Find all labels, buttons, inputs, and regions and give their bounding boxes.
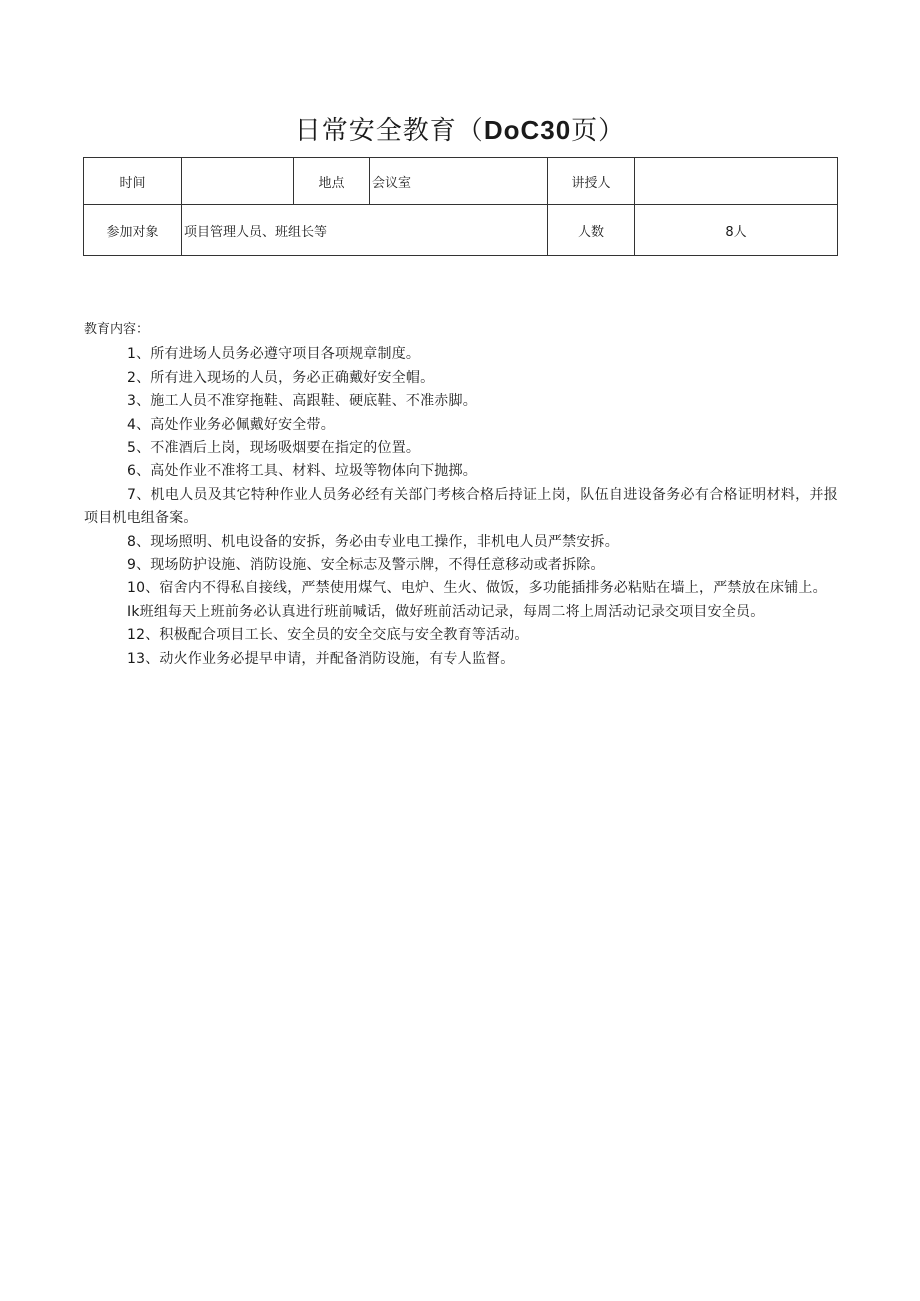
participants-value: 项目管理人员、班组长等 [182,205,548,256]
list-item: 9、现场防护设施、消防设施、安全标志及警示牌，不得任意移动或者拆除。 [127,557,605,574]
time-label: 时间 [84,158,182,205]
lecturer-label: 讲授人 [548,158,635,205]
time-value [182,158,294,205]
education-content [84,318,838,671]
list-item: 8、现场照明、机电设备的安拆，务必由专业电工操作，非机电人员严禁安拆。 [127,533,619,550]
list-item: 5、不准酒后上岗，现场吸烟要在指定的位置。 [127,440,421,457]
list-item: 4、高处作业务必佩戴好安全带。 [127,416,335,433]
list-item: 10、宿舍内不得私自接线，严禁使用煤气、电炉、生火、做饭，多功能插排务必粘贴在墙上，严禁放在床铺上。 [127,580,827,597]
lecturer-value [635,158,838,205]
location-value: 会议室 [370,158,548,205]
page-title [0,110,920,147]
list-item: 12、积极配合项目工长、安全员的安全交底与安全教育等活动。 [127,627,529,644]
title-code: DoC30 [483,115,572,145]
location-label: 地点 [294,158,370,205]
title-suffix: 页） [571,116,626,146]
count-label: 人数 [548,205,635,256]
info-table [83,157,838,256]
list-item: 2、所有进入现场的人员，务必正确戴好安全帽。 [127,369,435,386]
list-item: 13、动火作业务必提早申请，并配备消防设施，有专人监督。 [127,650,515,667]
list-item: 3、施工人员不准穿拖鞋、高跟鞋、硬底鞋、不准赤脚。 [127,393,477,410]
list-item: 6、高处作业不准将工具、材料、垃圾等物体向下抛掷。 [127,463,477,480]
content-heading: 教育内容： [84,322,150,337]
table-row [84,158,838,205]
table-row [84,205,838,256]
list-item: 7、机电人员及其它特种作业人员务必经有关部门考核合格后持证上岗，队伍自进设备务必有合格证明材料，并报项目机电组备案。 [84,486,838,527]
title-main: 日常安全教育（ [294,116,484,146]
participants-label: 参加对象 [84,205,182,256]
list-item: 1、所有进场人员务必遵守项目各项规章制度。 [127,346,421,363]
count-value: 8人 [635,205,838,256]
list-item: Ik班组每天上班前务必认真进行班前喊话，做好班前活动记录，每周二将上周活动记录交项目安全员。 [127,603,765,620]
